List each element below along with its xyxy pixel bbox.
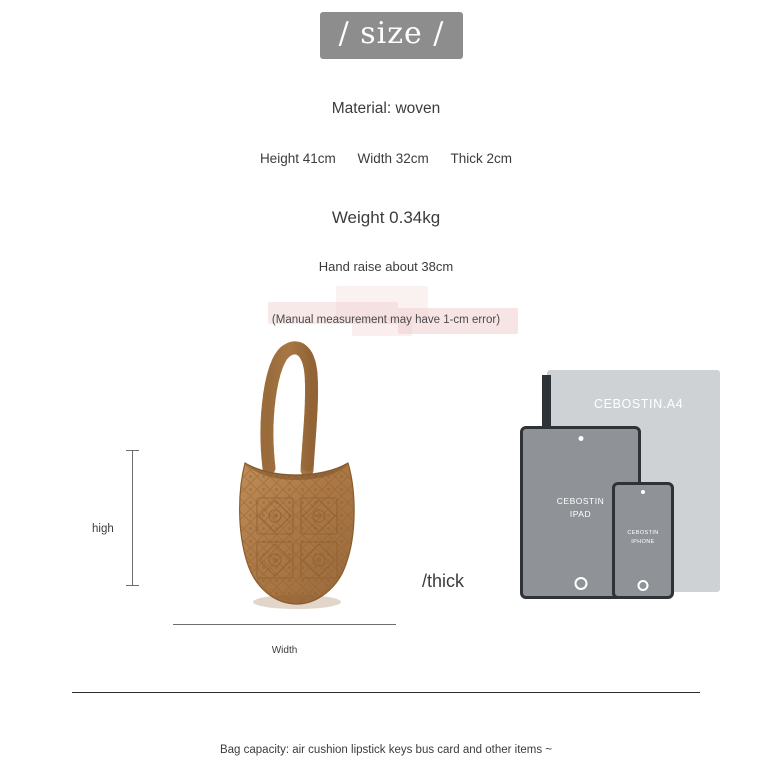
ipad-home-button-icon [574,577,587,590]
spec-dimensions [0,151,772,166]
iphone-home-button-icon [638,580,649,591]
a4-label: CEBOSTIN.A4 [594,397,684,411]
bag-illustration [205,340,395,625]
iphone-label-line1: CEBOSTIN [627,530,659,536]
spec-thick: Thick 2cm [450,151,513,166]
spec-height: Height 41cm [259,151,336,166]
footer-divider [72,692,700,693]
width-label: Width [271,645,298,656]
thick-label: /thick [422,571,465,591]
iphone-label [615,529,671,547]
spec-hand-raise: Hand raise about 38cm [318,259,454,274]
spec-material: Material: woven [331,100,441,117]
height-guide-line [132,450,133,585]
ipad-camera-icon [578,436,583,441]
spec-width: Width 32cm [357,151,429,166]
height-guide-cap-bottom [126,585,139,586]
size-title-badge [320,12,463,59]
iphone-device [612,482,674,599]
page-title: / size / [338,15,445,51]
woven-bag-icon [205,340,395,625]
spec-weight: Weight 0.34kg [331,208,441,227]
ipad-label-line1: CEBOSTIN [556,496,605,506]
height-label: high [92,523,114,535]
spec-measurement-note: (Manual measurement may have 1-cm error) [271,314,501,326]
bag-capacity-text: Bag capacity: air cushion lipstick keys bus card and other items ~ [219,744,553,756]
ipad-label-line2: IPAD [569,509,592,519]
device-comparison-group [520,370,720,605]
iphone-camera-icon [641,490,645,494]
iphone-label-line2: IPHONE [631,539,655,545]
